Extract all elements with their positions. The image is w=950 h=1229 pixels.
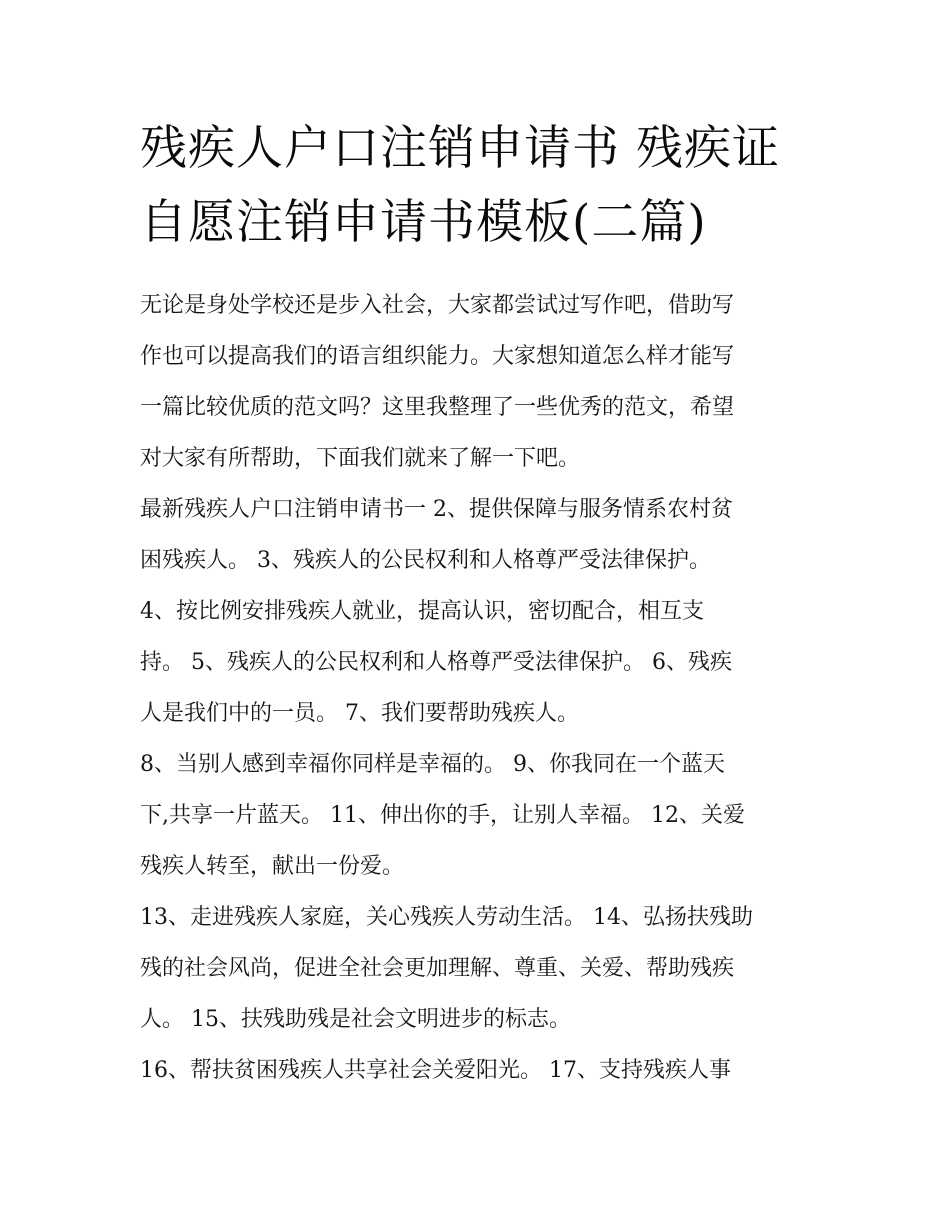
body-paragraph: 8、当别人感到幸福你同样是幸福的。 9、你我同在一个蓝天 下,共享一片蓝天。 11、伸出你的手，让别人幸福。 12、关爱 残疾人转至，献出一份爱。 <box>140 752 745 879</box>
body-paragraph: 16、帮扶贫困残疾人共享社会关爱阳光。 17、支持残疾人事 <box>140 1058 731 1083</box>
intro-paragraph: 无论是身处学校还是步入社会，大家都尝试过写作吧，借助写 作也可以提高我们的语言组织能力。大家想知道怎么样才能写 一篇比较优质的范文吗？这里我整理了一些优秀的范文，希望 对大家有所帮助，下面我们就来了解一下吧。 <box>140 293 735 471</box>
body-paragraph: 4、按比例安排残疾人就业，提高认识，密切配合，相互支 持。 5、残疾人的公民权利和人格尊严受法律保护。 6、残疾 人是我们中的一员。 7、我们要帮助残疾人。 <box>140 599 732 726</box>
body-paragraph: 最新残疾人户口注销申请书一 2、提供保障与服务情系农村贫 困残疾人。 3、残疾人的公民权利和人格尊严受法律保护。 <box>140 497 733 573</box>
document-title: 残疾人户口注销申请书 残疾证 自愿注销申请书模板(二篇) <box>140 121 780 250</box>
document-body <box>140 112 830 1096</box>
body-paragraph: 13、走进残疾人家庭，关心残疾人劳动生活。 14、弘扬扶残助 残的社会风尚，促进全社会更加理解、尊重、关爱、帮助残疾 人。 15、扶残助残是社会文明进步的标志。 <box>140 905 753 1032</box>
